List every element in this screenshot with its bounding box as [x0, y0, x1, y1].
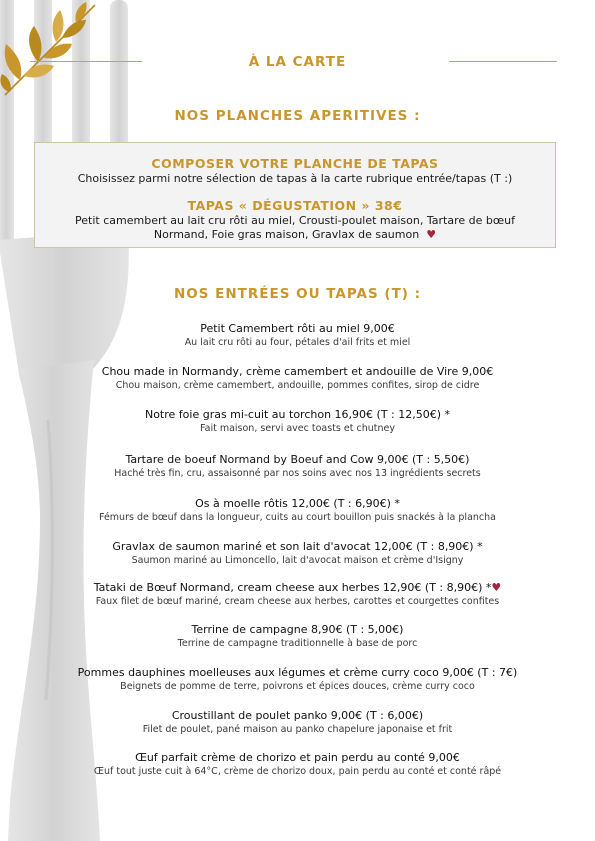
gold-leaves-illustration [0, 0, 110, 100]
dish-name: Croustillant de poulet panko 9,00€ (T : 6,00€) [171, 709, 424, 722]
carte-title: À LA CARTE [248, 54, 347, 70]
dish-desc: Faux filet de bœuf mariné, cream cheese aux herbes, carottes et courgettes confites [95, 596, 500, 607]
dish-desc: Fait maison, servi avec toasts et chutney [200, 423, 395, 434]
dish-item [0, 666, 595, 692]
entrees-title: NOS ENTRÉES OU TAPAS (T) : [173, 286, 422, 302]
dish-desc: Filet de poulet, pané maison au panko chapelure japonaise et frit [142, 724, 453, 735]
dish-name: Tataki de Bœuf Normand, cream cheese aux herbes 12,90€ (T : 8,90€) * [93, 581, 492, 594]
dish-item [0, 709, 595, 735]
dish-desc: Fémurs de bœuf dans la longueur, cuits au court bouillon puis snackés à la plancha [99, 512, 496, 523]
degustation-title: TAPAS « DÉGUSTATION » 38€ [187, 198, 403, 213]
dish-item [0, 540, 595, 566]
dish-desc: Saumon mariné au Limoncello, lait d'avocat maison et crème d'Isigny [131, 555, 464, 566]
heart-icon: ♥ [426, 228, 437, 241]
composer-text: Choisissez parmi notre sélection de tapas à la carte rubrique entrée/tapas (T :) [77, 172, 513, 185]
dish-item [0, 581, 595, 607]
dish-desc: Œuf tout juste cuit à 64°C, crème de chorizo doux, pain perdu au conté et conté râpé [93, 766, 502, 777]
planche-box [34, 142, 556, 248]
dish-name: Œuf parfait crème de chorizo et pain perdu au conté 9,00€ [135, 751, 460, 764]
heart-icon: ♥ [491, 581, 502, 594]
planches-title: NOS PLANCHES APERITIVES : [174, 108, 421, 124]
dish-item [0, 365, 595, 391]
dish-desc: Au lait cru rôti au four, pétales d'ail frits et miel [184, 337, 411, 348]
dish-desc: Chou maison, crème camembert, andouille, pommes confites, sirop de cidre [115, 380, 480, 391]
dish-name: Os à moelle rôtis 12,00€ (T : 6,90€) * [195, 497, 400, 510]
dish-item [0, 751, 595, 777]
dish-item [0, 623, 595, 649]
degustation-line-1: Petit camembert au lait cru rôti au miel, Crousti-poulet maison, Tartare de bœuf [75, 214, 515, 227]
dish-desc: Beignets de pomme de terre, poivrons et épices douces, crème curry coco [120, 681, 475, 692]
dish-name: Pommes dauphines moelleuses aux légumes et crème curry coco 9,00€ (T : 7€) [77, 666, 518, 679]
dish-item [0, 497, 595, 523]
degustation-line-2 [35, 228, 555, 241]
dish-item [0, 322, 595, 348]
dish-name: Chou made in Normandy, crème camembert et andouille de Vire 9,00€ [101, 365, 494, 378]
composer-title: COMPOSER VOTRE PLANCHE DE TAPAS [151, 156, 439, 171]
dish-name: Notre foie gras mi-cuit au torchon 16,90€ (T : 12,50€) * [144, 408, 451, 421]
dish-name: Petit Camembert rôti au miel 9,00€ [200, 322, 395, 335]
dish-name-row [0, 581, 595, 594]
dish-item [0, 453, 595, 479]
dish-item [0, 408, 595, 434]
dish-name: Gravlax de saumon mariné et son lait d'avocat 12,00€ (T : 8,90€) * [112, 540, 483, 553]
dish-desc: Terrine de campagne traditionnelle à base de porc [177, 638, 418, 649]
dish-name: Tartare de boeuf Normand by Boeuf and Cow 9,00€ (T : 5,50€) [125, 453, 470, 466]
dish-name: Terrine de campagne 8,90€ (T : 5,00€) [191, 623, 404, 636]
dish-desc: Haché très fin, cru, assaisonné par nos soins avec nos 13 ingrédients secrets [114, 468, 481, 479]
degustation-line-2-text: Normand, Foie gras maison, Gravlax de saumon [153, 228, 420, 241]
